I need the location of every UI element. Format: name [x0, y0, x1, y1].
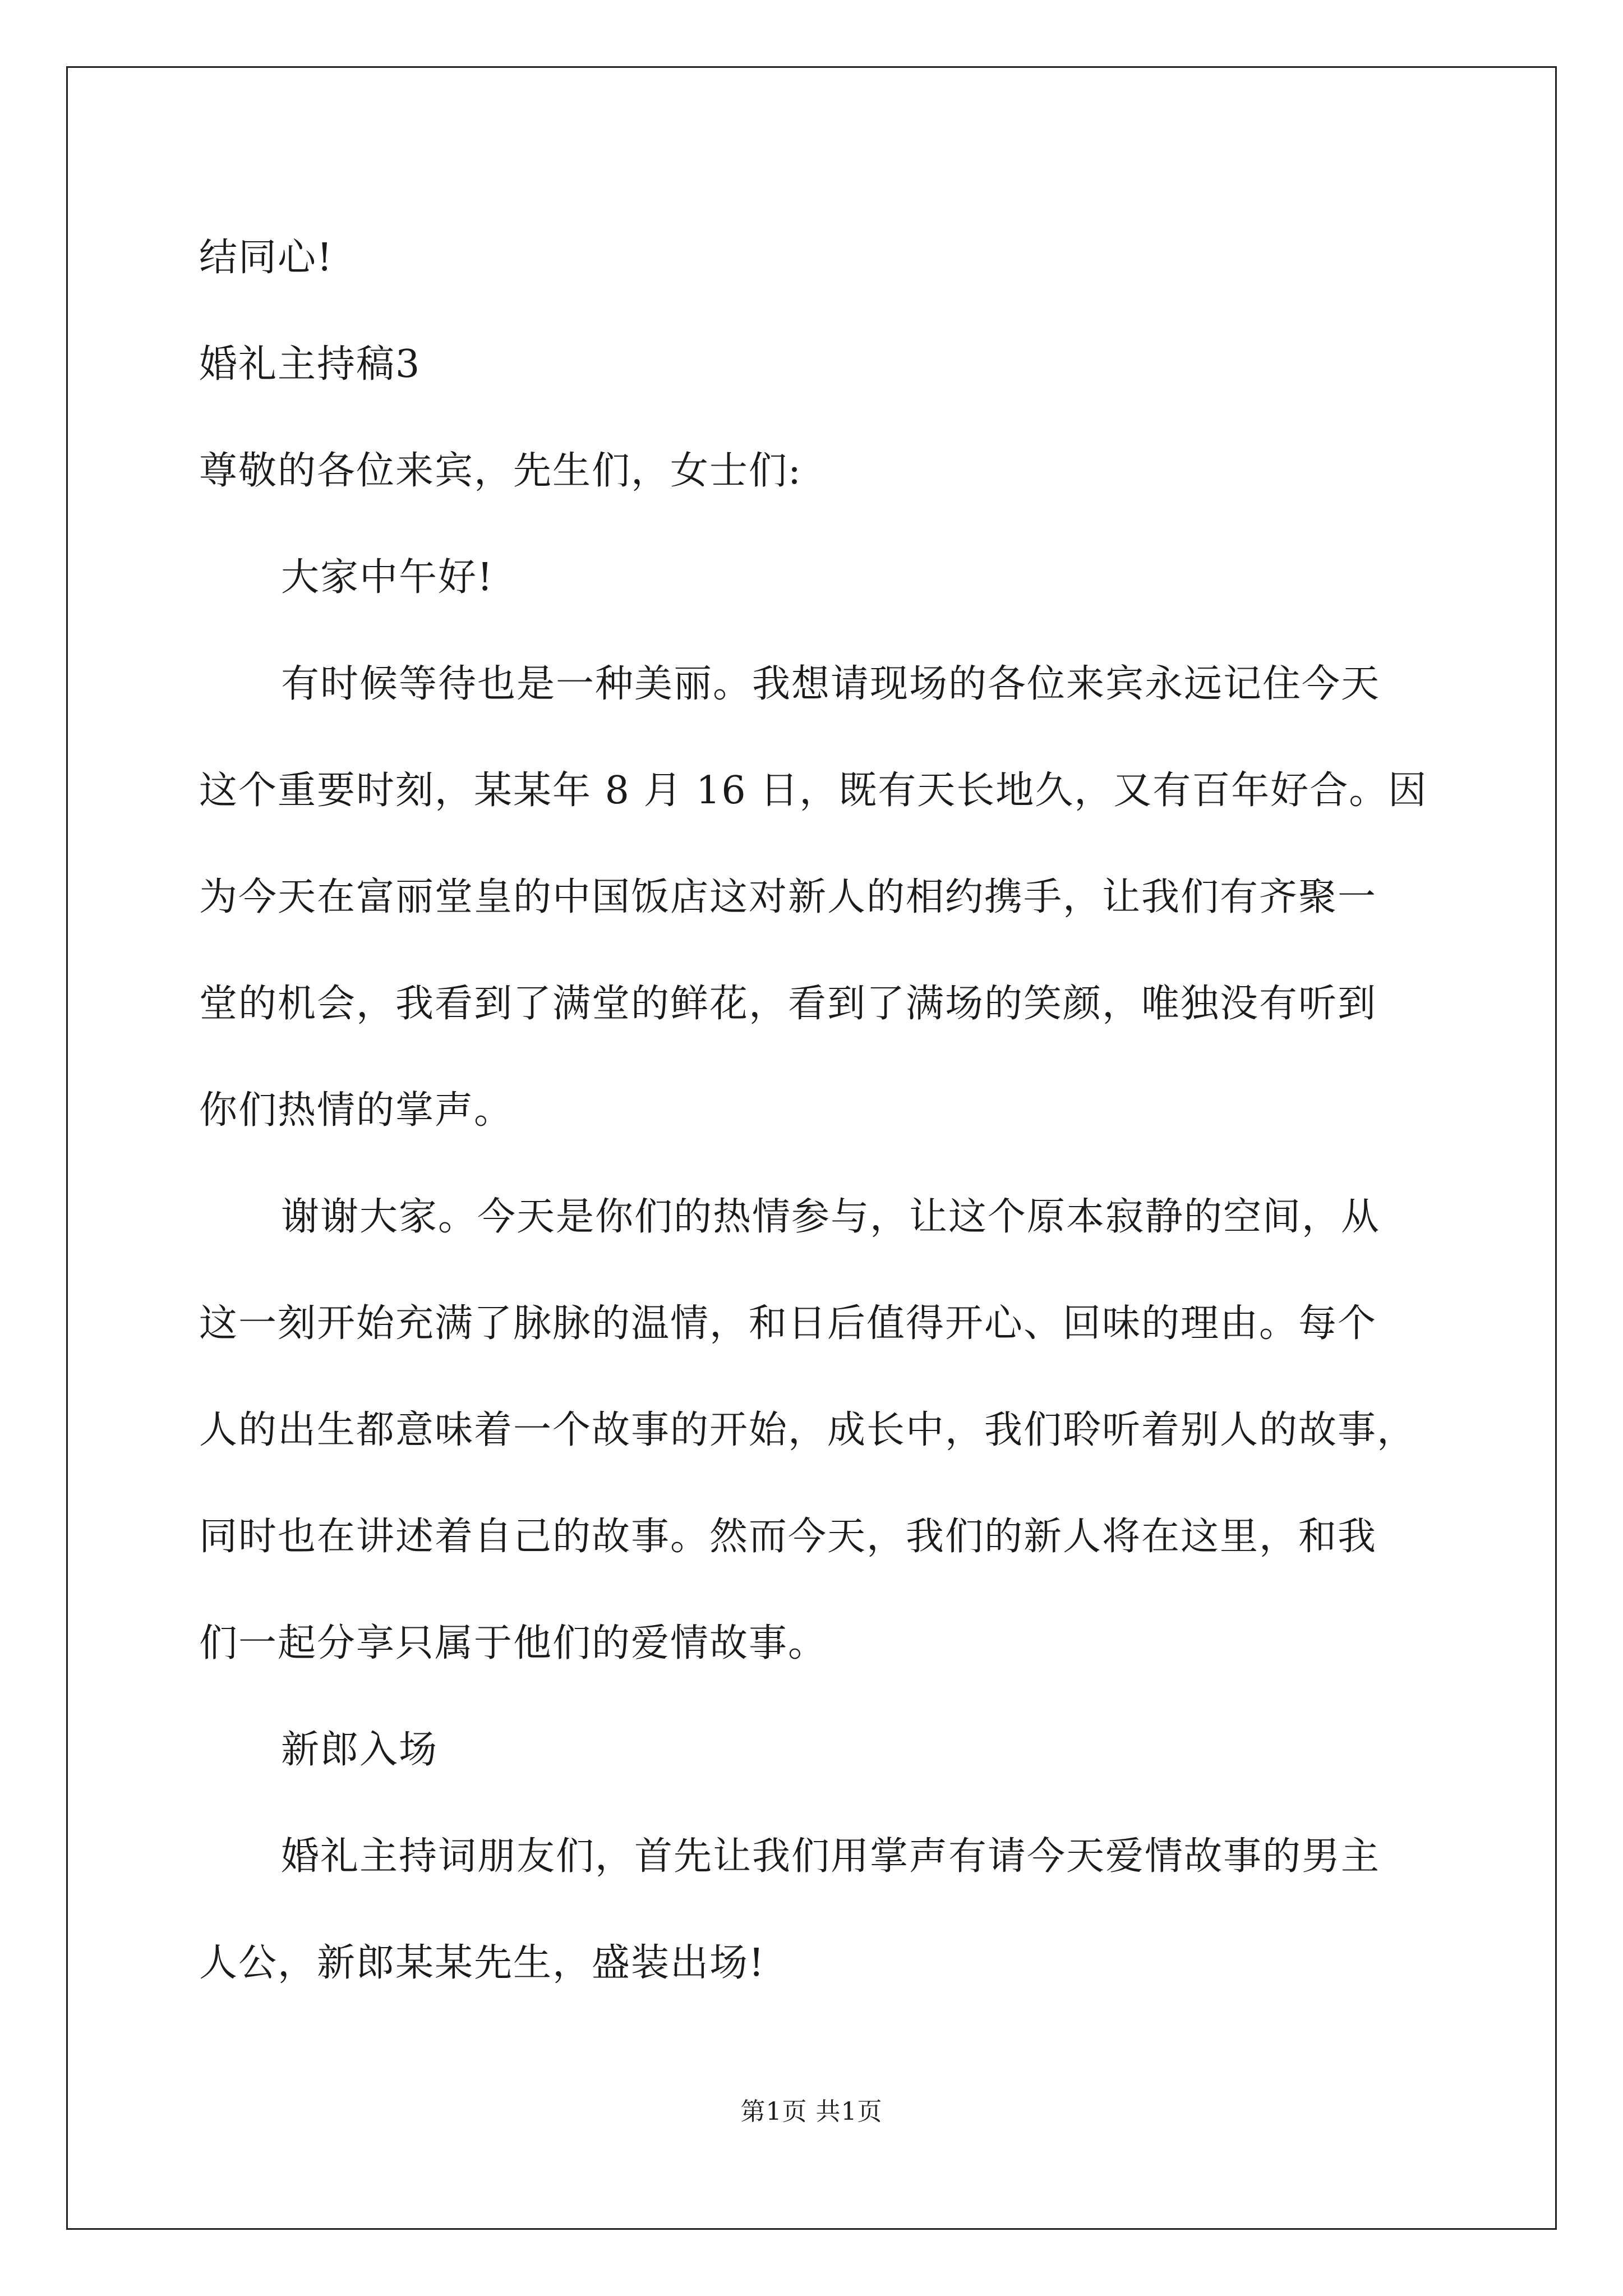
text-line: 大家中午好!: [281, 555, 494, 600]
text-line: 们一起分享只属于他们的爱情故事。: [199, 1621, 828, 1665]
text-line: 同时也在讲述着自己的故事。然而今天，我们的新人将在这里，和我: [199, 1515, 1377, 1559]
text-line: 人的出生都意味着一个故事的开始，成长中，我们聆听着别人的故事，: [199, 1408, 1417, 1452]
text-line: 尊敬的各位来宾，先生们，女士们:: [199, 449, 802, 493]
document-body: [199, 205, 1433, 2017]
text-line: 这一刻开始充满了脉脉的温情，和日后值得开心、回味的理由。每个: [199, 1301, 1377, 1346]
text-line: 婚礼主持词朋友们，首先让我们用掌声有请今天爱情故事的男主: [281, 1834, 1381, 1879]
section-heading: 婚礼主持稿3: [199, 342, 421, 386]
text-line: 你们热情的掌声。: [199, 1088, 514, 1133]
text-line: 谢谢大家。今天是你们的热情参与，让这个原本寂静的空间，从: [281, 1195, 1381, 1239]
text-line: 人公，新郎某某先生，盛装出场!: [199, 1941, 766, 1985]
text-line: 这个重要时刻，某某年 8 月 16 日，既有天长地久，又有百年好合。因: [199, 769, 1428, 813]
page-number-footer: 第1页 共1页: [740, 2097, 883, 2126]
text-line: 为今天在富丽堂皇的中国饭店这对新人的相约携手，让我们有齐聚一: [199, 875, 1377, 919]
text-line: 结同心!: [199, 236, 334, 280]
text-line: 有时候等待也是一种美丽。我想请现场的各位来宾永远记住今天: [281, 662, 1381, 706]
text-line: 堂的机会，我看到了满堂的鲜花，看到了满场的笑颜，唯独没有听到: [199, 982, 1377, 1026]
subsection-heading: 新郎入场: [281, 1728, 439, 1772]
